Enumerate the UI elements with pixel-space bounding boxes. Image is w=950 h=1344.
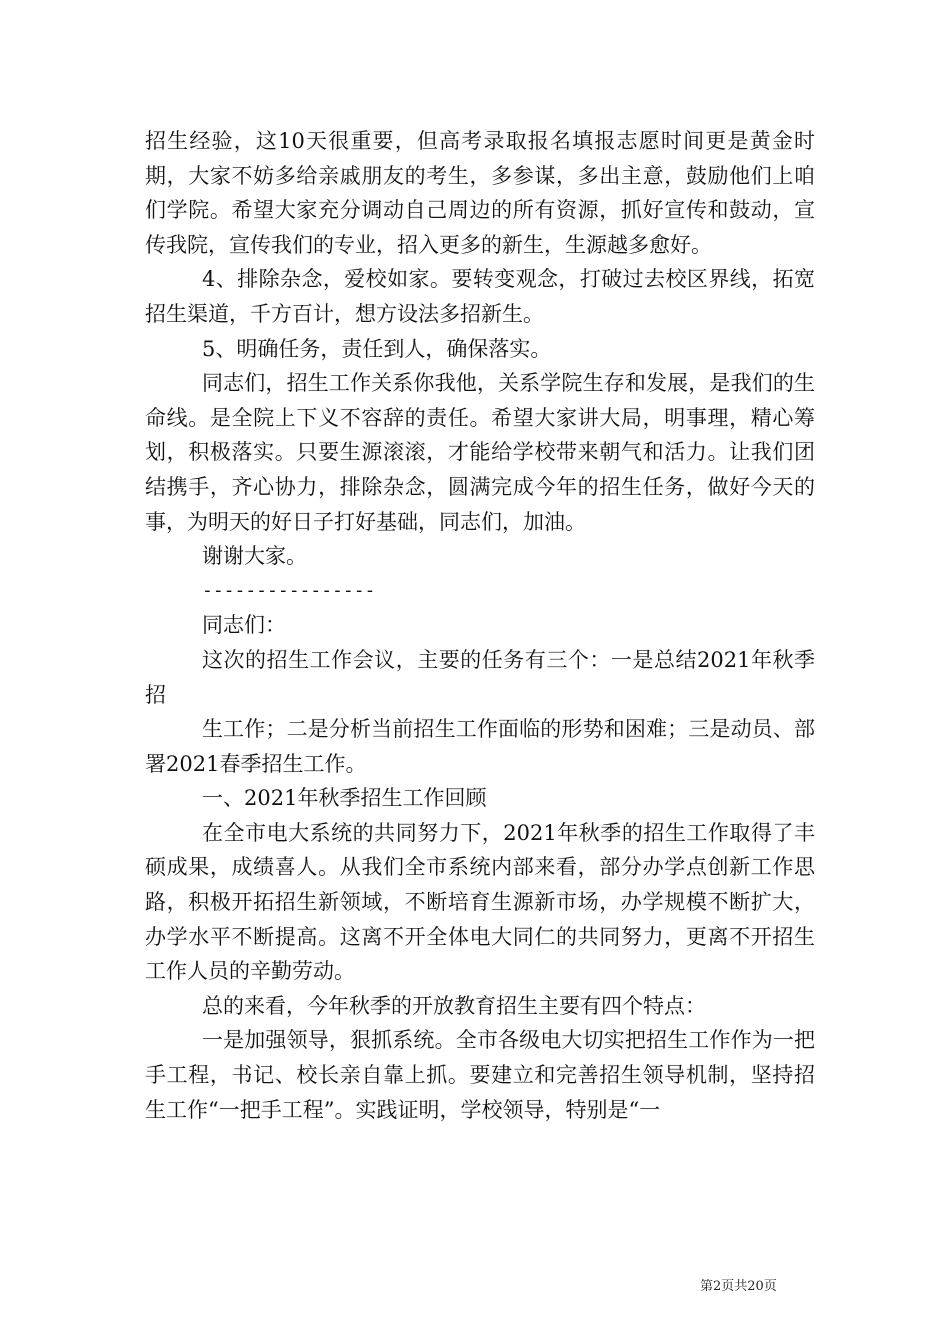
paragraph: 同志们：	[202, 613, 286, 638]
section-divider: ----------------	[202, 579, 376, 601]
page-number-footer: 第2页共20页	[700, 1279, 777, 1294]
paragraph: 总的来看，今年秋季的开放教育招生主要有四个特点：	[202, 993, 706, 1018]
paragraph: 这次的招生工作会议，主要的任务有三个：一是总结2021年秋季招	[145, 647, 815, 707]
paragraph: 招生经验，这10天很重要，但高考录取报名填报志愿时间更是黄金时期，大家不妨多给亲戚朋友的考生，多参谋，多出主意，鼓励他们上咱们学院。希望大家充分调动自己周边的所有资源，抓好宣传和鼓动，宣传我院，宣传我们的专业，招入更多的新生，生源越多愈好。	[145, 129, 815, 257]
document-body	[145, 124, 815, 1127]
section-heading: 一、2021年秋季招生工作回顾	[202, 786, 487, 811]
paragraph: 谢谢大家。	[202, 544, 307, 569]
paragraph: 生工作；二是分析当前招生工作面临的形势和困难；三是动员、部署2021春季招生工作。	[145, 717, 815, 776]
paragraph: 同志们，招生工作关系你我他，关系学院生存和发展，是我们的生命线。是全院上下义不容辞的责任。希望大家讲大局，明事理，精心筹划，积极落实。只要生源滚滚，才能给学校带来朝气和活力。让我们团结携手，齐心协力，排除杂念，圆满完成今年的招生任务，做好今天的事，为明天的好日子打好基础，同志们，加油。	[145, 371, 815, 534]
paragraph: 一是加强领导，狠抓系统。全市各级电大切实把招生工作作为一把手工程，书记、校长亲自靠上抓。要建立和完善招生领导机制，坚持招生工作“一把手工程”。实践证明，学校领导，特别是“一	[145, 1028, 815, 1122]
paragraph: 5、明确任务，责任到人，确保落实。	[202, 336, 552, 361]
paragraph: 4、排除杂念，爱校如家。要转变观念，打破过去校区界线，拓宽招生渠道，千方百计，想方设法多招新生。	[145, 267, 815, 326]
paragraph: 在全市电大系统的共同努力下，2021年秋季的招生工作取得了丰硕成果，成绩喜人。从我们全市系统内部来看，部分办学点创新工作思路，积极开拓招生新领域，不断培育生源新市场，办学规模不断扩大，办学水平不断提高。这离不开全体电大同仁的共同努力，更离不开招生工作人员的辛勤劳动。	[145, 820, 815, 984]
